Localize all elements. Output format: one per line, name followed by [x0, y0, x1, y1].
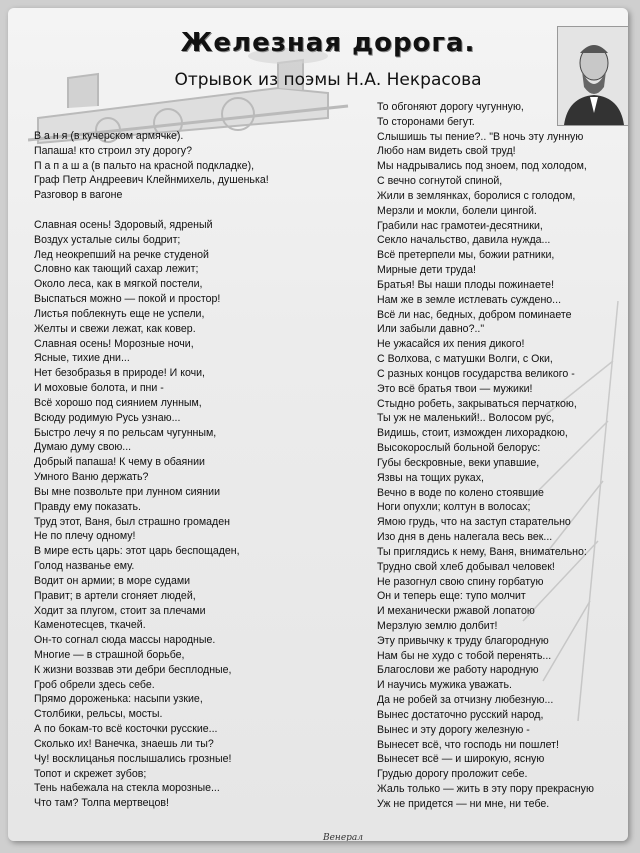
poem-line: Ямою грудь, что на заступ старательно	[377, 516, 571, 529]
poem-line: Грабили нас грамотеи-десятники,	[377, 219, 543, 232]
poem-line: Вынесет всё, что господь ни пошлет!	[377, 738, 559, 751]
poem-line: Всюду родимую Русь узнаю...	[34, 411, 181, 424]
poem-line: Желты и свежи лежат, как ковер.	[34, 322, 196, 335]
poem-line: Ходит за плугом, стоит за плечами	[34, 604, 206, 617]
poem-line: Ясные, тихие дни...	[34, 352, 130, 365]
poem-line: Всё хорошо под сиянием лунным,	[34, 396, 202, 409]
poem-line: Чу! восклицанья послышались грозные!	[34, 752, 232, 765]
poem-line: Жаль только — жить в эту пору прекрасную	[377, 783, 594, 796]
poem-line: Разговор в вагоне	[34, 189, 123, 202]
poem-line: Мы надрывались под зноем, под холодом,	[377, 160, 587, 173]
poem-line: Сколько их! Ванечка, знаешь ли ты?	[34, 737, 214, 750]
poem-line: Около леса, как в мягкой постели,	[34, 278, 203, 291]
poem-line: Эту привычку к труду благородную	[377, 634, 549, 647]
poem-line: П а п а ш а (в пальто на красной подкладке),	[34, 159, 255, 172]
poem-line: Слышишь ты пение?.. "В ночь эту лунную	[377, 130, 584, 143]
poem-line: Жили в землянках, боролися с голодом,	[377, 189, 576, 202]
poem-line: Многие — в страшной борьбе,	[34, 648, 185, 661]
poem-right-column	[377, 100, 623, 812]
poem-line: Папаша! кто строил эту дорогу?	[34, 144, 192, 157]
stanza-break	[34, 203, 267, 218]
poem-line: То обгоняют дорогу чугунную,	[377, 101, 524, 113]
poem-line: Губы бескровные, веки упавшие,	[377, 456, 540, 469]
poem-line: И механически ржавой лопатою	[377, 605, 535, 618]
poem-line: Вы мне позвольте при лунном сиянии	[34, 485, 220, 498]
poem-line: Голод названье ему.	[34, 560, 135, 573]
poem-line: Нам же в земле истлевать суждено...	[377, 293, 562, 306]
poem-line: Не разогнул свою спину горбатую	[377, 575, 544, 588]
poem-line: Мерзли и мокли, болели цингой.	[377, 204, 537, 217]
poem-line: Листья поблекнуть еще не успели,	[34, 307, 205, 320]
poem-line: Быстро лечу я по рельсам чугунным,	[34, 426, 217, 439]
poem-line: В мире есть царь: этот царь беспощаден,	[34, 545, 240, 558]
poem-line: Лед неокрепший на речке студеной	[34, 248, 209, 261]
poem-line: Славная осень! Морозные ночи,	[34, 337, 194, 350]
artist-signature: Венерал	[322, 833, 364, 841]
poem-left-column	[34, 129, 267, 811]
poem-line: Вынес и эту дорогу железную -	[377, 723, 530, 736]
poem-line: Выспаться можно — покой и простор!	[34, 293, 221, 306]
poem-line: Умного Ваню держать?	[34, 471, 149, 484]
poem-line: Нам бы не худо с тобой перенять...	[377, 649, 552, 662]
poem-line: Ты приглядись к нему, Ваня, внимательно:	[377, 545, 587, 558]
poem-line: С Волхова, с матушки Волги, с Оки,	[377, 353, 553, 366]
poem-line: Не по плечу одному!	[34, 530, 136, 543]
poem-line: Тень набежала на стекла морозные...	[34, 782, 220, 795]
poem-line: Ноги опухли; колтун в волосах;	[377, 501, 531, 514]
poem-line: Всё претерпели мы, божии ратники,	[377, 249, 555, 262]
poem-line: Добрый папаша! К чему в обаянии	[34, 456, 205, 469]
poem-line: Это всё братья твои — мужики!	[377, 382, 533, 395]
poem-line: Думаю думу свою...	[34, 441, 132, 454]
poem-line: И научись мужика уважать.	[377, 679, 512, 692]
poem-line: Словно как тающий сахар лежит;	[34, 263, 199, 276]
poem-line: Вынесет всё — и широкую, ясную	[377, 753, 545, 766]
poem-line: Секло начальство, давила нужда...	[377, 234, 551, 247]
poem-line: Прямо дороженька: насыпи узкие,	[34, 693, 203, 706]
poem-line: Высокорослый больной белорус:	[377, 442, 541, 455]
poem-line: Вечно в воде по колено стоявшие	[377, 486, 544, 499]
poem-line: Мерзлую землю долбит!	[377, 619, 498, 632]
poem-line: Столбики, рельсы, мосты.	[34, 708, 163, 721]
poem-line: То сторонами бегут.	[377, 115, 475, 128]
poem-page	[8, 8, 628, 841]
poem-line: Грудью дорогу проложит себе.	[377, 768, 528, 781]
poem-line: Любо нам видеть свой труд!	[377, 145, 516, 158]
poem-line: Славная осень! Здоровый, ядреный	[34, 218, 213, 231]
poem-line: И моховые болота, и пни -	[34, 382, 164, 395]
poem-line: Воздух усталые силы бодрит;	[34, 233, 181, 246]
poem-line: Изо дня в день налегала весь век...	[377, 531, 553, 544]
poem-line: Топот и скрежет зубов;	[34, 767, 147, 780]
poem-line: Он и теперь еще: тупо молчит	[377, 590, 526, 603]
poem-line: Стыдно робеть, закрываться перчаткою,	[377, 397, 577, 410]
poem-line: Вынес достаточно русский народ,	[377, 708, 544, 721]
poem-line: Правду ему показать.	[34, 500, 141, 513]
poem-line: Ты уж не маленький!.. Волосом рус,	[377, 412, 555, 425]
poem-line: Трудно свой хлеб добывал человек!	[377, 560, 555, 573]
poem-line: Видишь, стоит, изможден лихорадкою,	[377, 427, 568, 440]
poem-line: Водит он армии; в море судами	[34, 574, 191, 587]
poem-line: Граф Петр Андреевич Клейнмихель, душенька!	[34, 174, 269, 187]
poem-line: С разных концов государства великого -	[377, 367, 575, 380]
poem-line: Он-то согнал сюда массы народные.	[34, 634, 216, 647]
poem-line: Что там? Толпа мертвецов!	[34, 797, 169, 810]
poem-line: Труд этот, Ваня, был страшно громаден	[34, 515, 230, 528]
poem-line: Братья! Вы наши плоды пожинаете!	[377, 278, 555, 291]
poem-line: Нет безобразья в природе! И кочи,	[34, 367, 205, 380]
poem-line: Не ужасайся их пения дикого!	[377, 338, 525, 351]
poem-line: Уж не придется — ни мне, ни тебе.	[377, 797, 550, 810]
poem-line: Гроб обрели здесь себе.	[34, 678, 155, 691]
poem-line: Язвы на тощих руках,	[377, 471, 484, 484]
poem-line: Или забыли давно?.."	[377, 323, 485, 336]
poem-line: Благослови же работу народную	[377, 664, 539, 677]
poem-line: К жизни воззвав эти дебри бесплодные,	[34, 663, 232, 676]
poem-line: Всё ли нас, бедных, добром поминаете	[377, 308, 572, 321]
poem-line: Каменотесцев, ткачей.	[34, 619, 146, 632]
poem-line: А по бокам-то всё косточки русские...	[34, 723, 218, 736]
poem-line: В а н я (в кучерском армячке).	[34, 130, 184, 142]
poem-line: Да не робей за отчизну любезную...	[377, 694, 554, 707]
poem-line: Мирные дети труда!	[377, 264, 476, 277]
poem-line: Правит; в артели сгоняет людей,	[34, 589, 196, 602]
poem-title: Железная дорога.	[180, 28, 476, 58]
poem-line: С вечно согнутой спиной,	[377, 175, 503, 188]
poem-subtitle: Отрывок из поэмы Н.А. Некрасова	[174, 70, 482, 90]
